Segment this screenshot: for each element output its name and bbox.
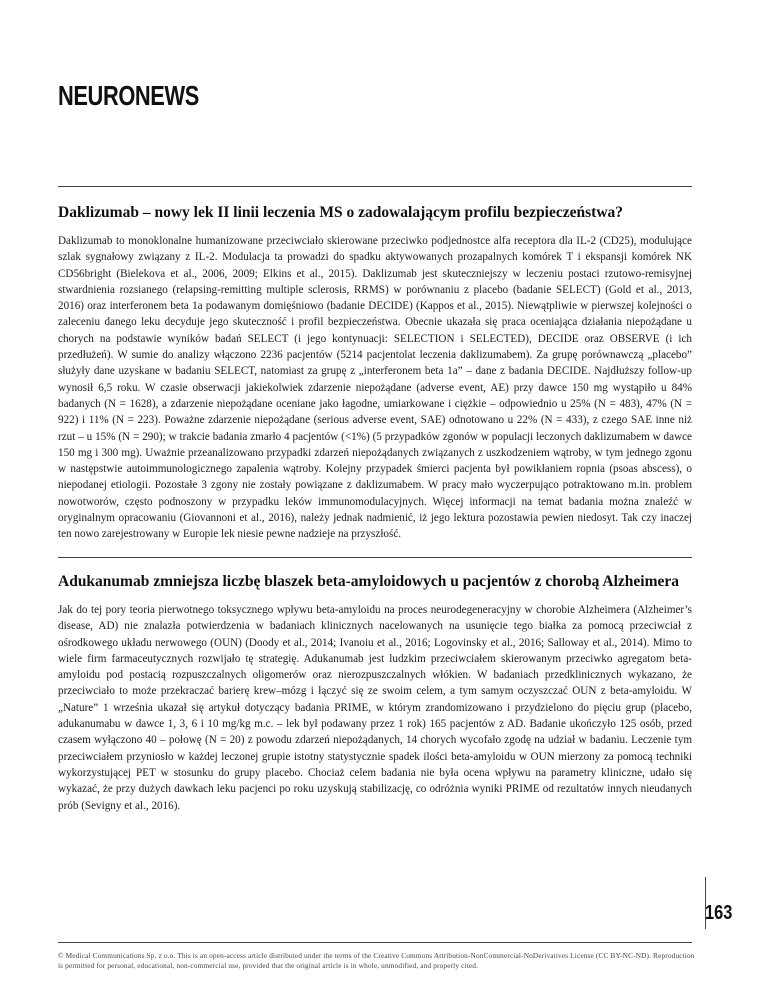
- page-number: 163: [705, 902, 733, 924]
- article-aducanumab: [58, 572, 692, 814]
- article-title: Daklizumab – nowy lek II linii leczenia MS o zadowalającym profilu bezpieczeństwa?: [58, 204, 624, 221]
- article-body: Jak do tej pory teoria pierwotnego toksycznego wpływu beta-amyloidu na proces neurodegeneracyjny w chorobie Alzheimera (Alzheimer’s disease, AD) nie znalazła potwierdzenia w badaniach klinicznych nacelowanych na usunięcie tego białka za pomocą przeciwciał z ośrodkowego układu nerwowego (OUN) (Doody et al., 2014; Ivanoiu et al., 2016; Logovinsky et al., 2016; Salloway et al., 2014). Mimo to wiele firm farmaceutycznych rozwijało tę strategię. Adukanumab jest ludzkim przeciwciałem skierowanym przeciwko agregatom beta-amyloidu pod postacią rozpuszczalnych oligomerów oraz nierozpuszczalnych włókien. W badaniach przedklinicznych wykazano, że przeciwciało to może przekraczać barierę krew–mózg i łączyć się ze swoim celem, a tym samym oczyszczać OUN z beta-amyloidu. W „Nature” 1 września ukazał się artykuł dotyczący badania PRIME, w którym zrandomizowano i przydzielono do pięciu grup (placebo, adukanumabu w dawce 1, 3, 6 i 10 mg/kg m.c. – lek był podawany przez 1 rok) 165 pacjentów z AD. Badanie ukończyło 125 osób, przed czasem wyłączono 40 – połowę (N = 20) z powodu zdarzeń niepożądanych, 14 chorych wycofało zgodę na udział w badaniu. Leczenie tym przeciwciałem przyniosło w każdej leczonej grupie istotny statystycznie spadek ilości beta-amyloidu w OUN mierzony za pomocą techniki wykorzystującej PET w stosunku do grupy placebo. Chociaż celem badania nie była ocena wpływu na parametry kliniczne, udało się wykazać, że przy dużych dawkach leku pacjenci po roku uzyskują stabilizację, co odróżnia wyniki PRIME od rezultatów innych nieudanych prób (Sevigny et al., 2016).: [58, 604, 692, 812]
- article-daclizumab: [58, 203, 692, 543]
- page-header: NEURONEWS: [58, 80, 199, 111]
- section-divider: [58, 557, 692, 558]
- article-body: Daklizumab to monoklonalne humanizowane przeciwciało skierowane przeciwko podjednostce alfa receptora dla IL-2 (CD25), modulujące szlak sygnałowy związany z IL-2. Modulacja ta prowadzi do spadku aktywowanych prozapalnych komórek T i ekspansji komórek NK CD56bright (Bielekova et al., 2006, 2009; Elkins et al., 2015). Daklizumab jest skuteczniejszy w leczeniu postaci rzutowo-remisyjnej stwardnienia rozsianego (relapsing-remitting multiple sclerosis, RRMS) w porównaniu z placebo (badanie SELECT) (Gold et al., 2013, 2016) oraz interferonem beta 1a podawanym domięśniowo (badanie DECIDE) (Kappos et al., 2015). Niewątpliwie w pierwszej kolejności o zaleceniu danego leku decyduje jego skuteczność i profil bezpieczeństwa. Obecnie ukazała się praca oceniająca działania niepożądane u chorych na podstawie wyników badań SELECT (i jego kontynuacji: SELECTION i SELECTED), DECIDE oraz OBSERVE (i ich przedłużeń). W sumie do analizy włączono 2236 pacjentów (5214 pacjentolat leczenia daklizumabem). Za grupę porównawczą „placebo” służyły dane uzyskane w badaniu SELECT, natomiast za grupę z „interferonem beta 1a” – dane z badania DECIDE. Najdłuższy follow-up wynosił 6,5 roku. W czasie obserwacji jakiekolwiek zdarzenie niepożądane (adverse event, AE) przy dawce 150 mg wystąpiło u 84% badanych (N = 1628), a zdarzenie niepożądane oceniane jako łagodne, umiarkowane i ciężkie – odpowiednio u 25% (N = 483), 47% (N = 922) i 11% (N = 223). Poważne zdarzenie niepożądane (serious adverse event, SAE) odnotowano u 22% (N = 433), z czego SAE inne niż rzut – u 15% (N = 290); w trakcie badania zmarło 4 pacjentów (<1%) (5 przypadków zgonów w populacji leczonych daklizumabem w dawce 150 mg i 300 mg). Uważnie przeanalizowano przypadki zdarzeń niepożądanych związanych z uszkodzeniem wątroby, w tym jednego zgonu w następstwie autoimmunologicznego zapalenia wątroby. Kolejny przypadek śmierci pacjenta był powikłaniem ropnia (psoas abscess), o niepodanej etiologii. Pozostałe 3 zgony nie zostały powiązane z daklizumabem. W pracy mało wyczerpująco potraktowano m.in. problem nowotworów, często podnoszony w przypadku leków immunomodulacyjnych. Więcej informacji na temat badania można znaleźć w oryginalnym opracowaniu (Giovannoni et al., 2016), należy jednak nadmienić, iż jego lektura pozostawia pewien niedosyt. Tak czy inaczej ten nowo zarejestrowany w Europie lek niesie pewne nadzieje na przyszłość.: [58, 235, 692, 541]
- header-divider: [58, 186, 692, 187]
- footer-divider: [58, 942, 692, 943]
- article-title: Adukanumab zmniejsza liczbę blaszek beta-amyloidowych u pacjentów z chorobą Alzheimera: [58, 573, 679, 590]
- license-text: © Medical Communications Sp. z o.o. This is an open-access article distributed under the terms of the Creative Commons Attribution-NonCommercial-NoDerivatives License (CC BY-NC-ND). Reproduction is permitted for personal, educational, non-commercial use, provided that the original article is in whole, unmodified, and properly cited.: [58, 951, 695, 970]
